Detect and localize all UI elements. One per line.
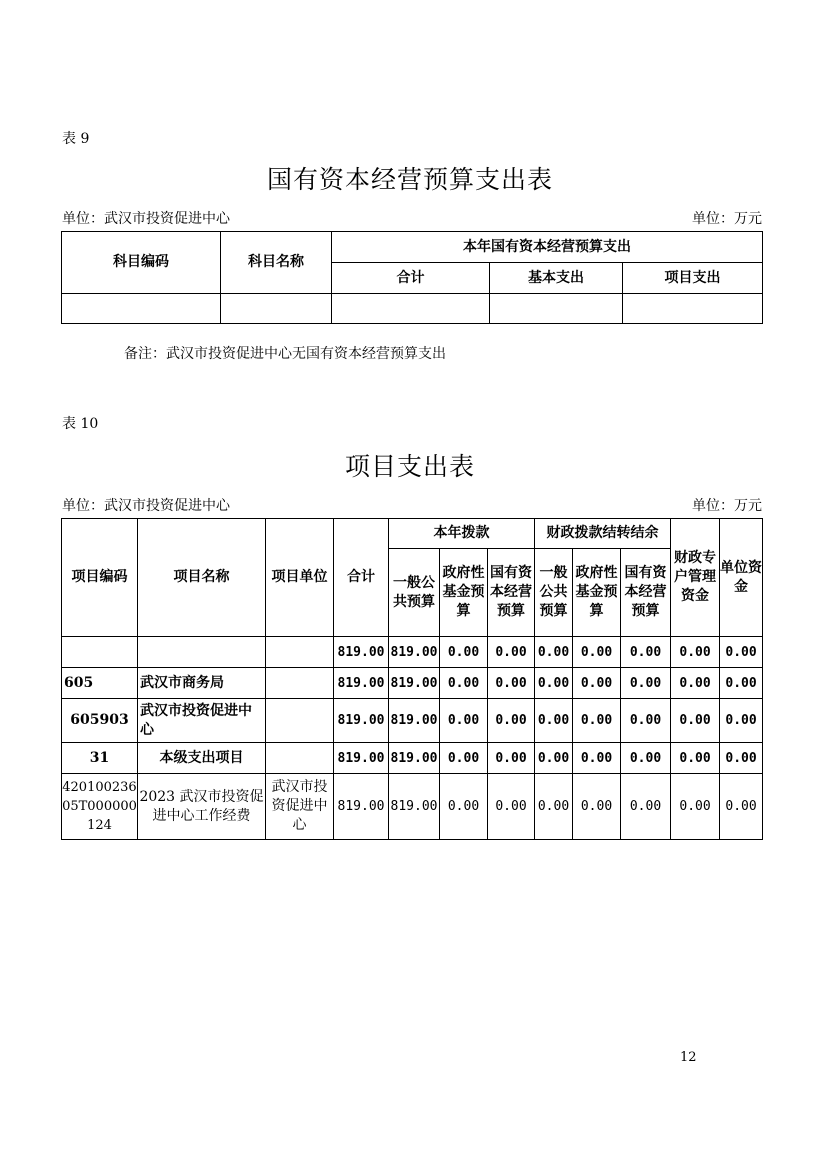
row-code: 605903: [62, 699, 138, 743]
row-value: 0.00: [671, 743, 720, 774]
row-value: 819.00: [389, 637, 440, 668]
table10-header-special: 财政专户管理资金: [671, 519, 720, 637]
table10-header-unit: 项目单位: [266, 519, 334, 637]
row-value: 0.00: [535, 774, 573, 840]
table9-header-project: 项目支出: [623, 263, 763, 294]
row-code: 605: [62, 668, 138, 699]
row-value: 0.00: [671, 774, 720, 840]
row-name: [138, 637, 266, 668]
table9-header-group: 本年国有资本经营预算支出: [332, 232, 763, 263]
table-cell: [221, 294, 332, 324]
row-value: 0.00: [488, 774, 535, 840]
row-value: 0.00: [621, 668, 671, 699]
table-row: [62, 668, 763, 699]
table9-unit-left: 单位：武汉市投资促进中心: [62, 211, 230, 227]
row-value: 0.00: [720, 774, 763, 840]
page-number: 12: [680, 1050, 697, 1065]
table10-unit-right: 单位：万元: [692, 498, 762, 514]
row-value: 0.00: [720, 699, 763, 743]
table9-unit-line: [62, 208, 762, 228]
table9-header-code: 科目编码: [62, 232, 221, 294]
table-row: [62, 699, 763, 743]
row-value: 819.00: [334, 699, 389, 743]
row-value: 0.00: [621, 699, 671, 743]
table10-header-group-carryover: 财政拨款结转结余: [535, 519, 671, 549]
row-value: 0.00: [621, 774, 671, 840]
table9-header-total: 合计: [332, 263, 490, 294]
row-name: 本级支出项目: [138, 743, 266, 774]
row-value: 819.00: [389, 743, 440, 774]
row-value: 0.00: [488, 743, 535, 774]
row-value: 0.00: [440, 668, 488, 699]
row-value: 0.00: [440, 743, 488, 774]
row-value: 0.00: [488, 637, 535, 668]
table-row: [62, 774, 763, 840]
table-cell: [623, 294, 763, 324]
row-value: 0.00: [535, 743, 573, 774]
row-value: 0.00: [720, 637, 763, 668]
table9: [61, 231, 763, 324]
table10-header-g2-c3: 国有资本经营预算: [621, 549, 671, 637]
row-name: 2023 武汉市投资促进中心工作经费: [138, 774, 266, 840]
table-row: [62, 637, 763, 668]
row-value: 0.00: [535, 699, 573, 743]
row-value: 0.00: [573, 699, 621, 743]
row-unit: [266, 637, 334, 668]
row-value: 819.00: [389, 774, 440, 840]
table-row: [62, 743, 763, 774]
table10-header-g2-c2: 政府性基金预算: [573, 549, 621, 637]
row-value: 0.00: [535, 637, 573, 668]
table10-header-group-current: 本年拨款: [389, 519, 535, 549]
row-unit: [266, 699, 334, 743]
table10-title: 项目支出表: [344, 452, 475, 481]
table-cell: [490, 294, 623, 324]
row-unit: [266, 743, 334, 774]
row-value: 0.00: [671, 668, 720, 699]
table-cell: [332, 294, 490, 324]
row-value: 0.00: [488, 699, 535, 743]
row-value: 0.00: [573, 668, 621, 699]
table10-body: [62, 637, 763, 840]
row-value: 819.00: [334, 774, 389, 840]
row-value: 0.00: [440, 637, 488, 668]
table10-header-g2-c1: 一般公共预算: [535, 549, 573, 637]
table9-header-name: 科目名称: [221, 232, 332, 294]
row-value: 0.00: [573, 774, 621, 840]
row-value: 819.00: [334, 743, 389, 774]
table10-header-g1-c1: 一般公共预算: [389, 549, 440, 637]
row-value: 0.00: [720, 743, 763, 774]
row-unit: [266, 668, 334, 699]
row-value: 0.00: [535, 668, 573, 699]
row-value: 0.00: [440, 699, 488, 743]
row-name: 武汉市商务局: [138, 668, 266, 699]
table9-header-basic: 基本支出: [490, 263, 623, 294]
row-value: 819.00: [389, 699, 440, 743]
row-code: [62, 637, 138, 668]
row-value: 819.00: [334, 637, 389, 668]
row-code: 42010023605T000000124: [62, 774, 138, 840]
table10-header-g1-c3: 国有资本经营预算: [488, 549, 535, 637]
row-value: 0.00: [671, 637, 720, 668]
table9-title: 国有资本经营预算支出表: [266, 165, 553, 194]
table10-header-total: 合计: [334, 519, 389, 637]
table9-unit-right: 单位：万元: [692, 211, 762, 227]
table10: [61, 518, 763, 840]
table9-empty-row: [62, 294, 763, 324]
table-cell: [62, 294, 221, 324]
table10-unit-line: [62, 495, 762, 515]
row-value: 0.00: [621, 637, 671, 668]
row-value: 0.00: [671, 699, 720, 743]
row-value: 0.00: [720, 668, 763, 699]
table9-label: 表 9: [62, 131, 90, 147]
row-unit: 武汉市投资促进中心: [266, 774, 334, 840]
table10-header-code: 项目编码: [62, 519, 138, 637]
table10-header-name: 项目名称: [138, 519, 266, 637]
row-value: 819.00: [334, 668, 389, 699]
table10-header-g1-c2: 政府性基金预算: [440, 549, 488, 637]
table10-unit-left: 单位：武汉市投资促进中心: [62, 498, 230, 514]
row-name: 武汉市投资促进中心: [138, 699, 266, 743]
row-value: 0.00: [573, 743, 621, 774]
row-value: 819.00: [389, 668, 440, 699]
table10-label: 表 10: [62, 416, 99, 432]
row-value: 0.00: [573, 637, 621, 668]
row-value: 0.00: [440, 774, 488, 840]
table10-header-self: 单位资金: [720, 519, 763, 637]
row-code: 31: [62, 743, 138, 774]
row-value: 0.00: [488, 668, 535, 699]
row-value: 0.00: [621, 743, 671, 774]
table9-note: 备注：武汉市投资促进中心无国有资本经营预算支出: [124, 346, 446, 362]
